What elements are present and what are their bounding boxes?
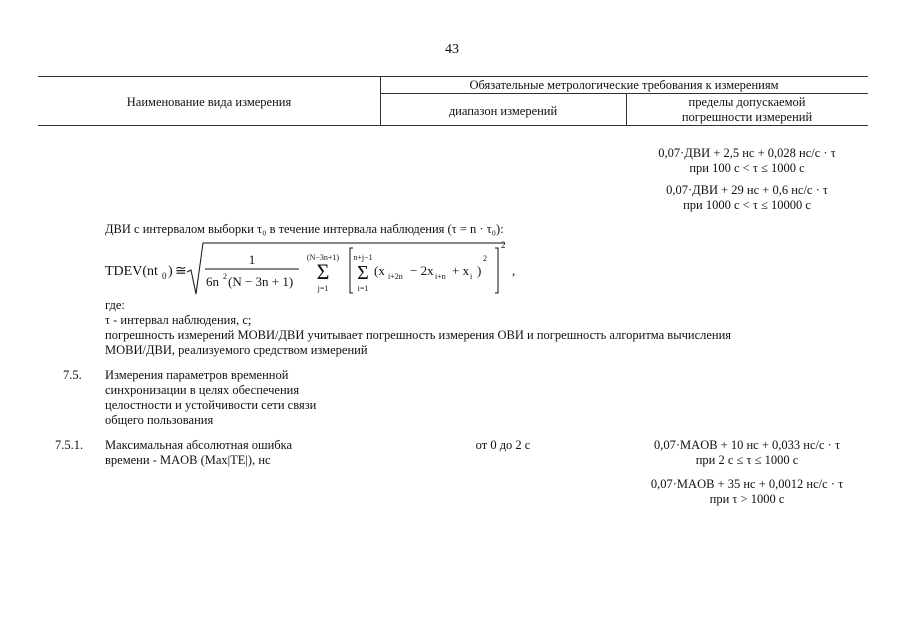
- header-mid-rule: [380, 93, 868, 94]
- error-limit-1-line1: 0,07·ДВИ + 2,5 нс + 0,028 нс/с · τ: [658, 146, 836, 160]
- page-number: 43: [445, 42, 459, 57]
- where-line2: погрешность измерений МОВИ/ДВИ учитывает погрешность измерения ОВИ и погрешность алгоритма вычисления: [105, 328, 732, 342]
- formula-den-paren: (N − 3n + 1): [228, 274, 294, 289]
- error-limit-2-line2: при 1000 с < τ ≤ 10000 с: [683, 198, 811, 212]
- row-7-5-line4: общего пользования: [105, 413, 214, 427]
- formula-den-sq: 2: [223, 272, 227, 281]
- formula-x1-sub: i+2n: [388, 272, 403, 281]
- error-limit-2-line1: 0,07·ДВИ + 29 нс + 0,6 нс/с · τ: [666, 183, 828, 197]
- right-bracket: [495, 248, 498, 293]
- formula-inner-pow: 2: [483, 254, 487, 263]
- inner-sum-upper: n+j−1: [353, 253, 373, 262]
- header-col-range: диапазон измерений: [448, 104, 558, 118]
- row-7-5-1-error-1-line1: 0,07·MAOB + 10 нс + 0,033 нс/с · τ: [654, 438, 840, 452]
- inner-sum-lower: i=1: [357, 284, 369, 293]
- error-limit-1-line2: при 100 с < τ ≤ 1000 с: [689, 161, 805, 175]
- row-7-5-1-number: 7.5.1.: [55, 438, 84, 452]
- inner-sigma: Σ: [357, 262, 369, 284]
- tdev-intro: ДВИ с интервалом выборки τ₀ в течение интервала наблюдения (τ = n · τ₀):: [105, 222, 504, 236]
- where-label: где:: [105, 298, 125, 312]
- outer-sum-upper: (N−3n+1): [306, 253, 340, 262]
- row-7-5-1-range: от 0 до 2 с: [475, 438, 531, 452]
- header-bottom-rule: [38, 125, 868, 126]
- formula-lhs-sub: 0: [162, 271, 167, 281]
- outer-sum-lower: j=1: [317, 284, 329, 293]
- header-col-error-line2: погрешности измерений: [681, 110, 813, 124]
- formula-outer-pow: 2: [501, 240, 506, 250]
- row-7-5-1-error-2-line1: 0,07·MAOB + 35 нс + 0,0012 нс/с · τ: [650, 477, 844, 491]
- row-7-5-1-line2: времени - MAOB (Max|TE|), нс: [105, 453, 271, 467]
- where-line3: МОВИ/ДВИ, реализуемого средством измерений: [105, 343, 368, 357]
- tdev-formula: [105, 238, 535, 298]
- header-top-rule: [38, 76, 868, 77]
- formula-approx: ≅: [175, 264, 187, 279]
- formula-comma: ,: [512, 263, 516, 278]
- formula-x1: (x: [374, 263, 385, 278]
- formula-x2-sub: i+n: [435, 272, 446, 281]
- header-group-title: Обязательные метрологические требования к измерениям: [469, 78, 779, 92]
- header-col-error-line1: пределы допускаемой: [688, 95, 806, 109]
- formula-den-6n: 6n: [206, 274, 219, 289]
- row-7-5-line2: синхронизации в целях обеспечения: [105, 383, 300, 397]
- formula-minus2x: − 2x: [410, 263, 434, 278]
- where-line1: τ - интервал наблюдения, с;: [105, 313, 252, 327]
- formula-lhs: TDEV(nt: [105, 264, 158, 279]
- row-7-5-1-line1: Максимальная абсолютная ошибка: [105, 438, 293, 452]
- row-7-5-number: 7.5.: [63, 368, 82, 382]
- formula-lhs-close: ): [168, 264, 173, 279]
- formula-plusx: + x: [452, 263, 470, 278]
- formula-x3-sub: i: [470, 272, 473, 281]
- formula-close: ): [477, 263, 482, 278]
- formula-numerator: 1: [248, 252, 256, 267]
- outer-sigma: Σ: [316, 259, 330, 284]
- header-col-name: Наименование вида измерения: [126, 95, 292, 109]
- row-7-5-line3: целостности и устойчивости сети связи: [105, 398, 317, 412]
- row-7-5-1-error-1-line2: при 2 с ≤ τ ≤ 1000 с: [695, 453, 799, 467]
- row-7-5-1-error-2-line2: при τ > 1000 с: [709, 492, 785, 506]
- row-7-5-line1: Измерения параметров временной: [105, 368, 289, 382]
